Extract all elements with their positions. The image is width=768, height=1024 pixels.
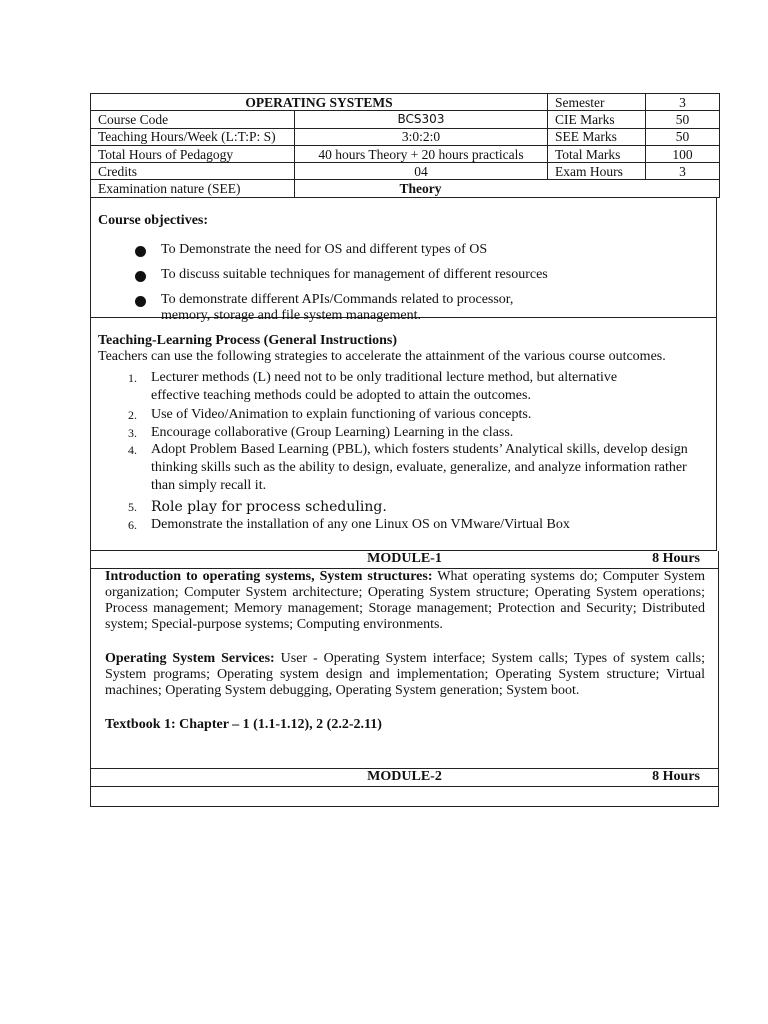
- see-marks-value: 50: [646, 128, 720, 145]
- exam-nature-label: Examination nature (SEE): [91, 180, 295, 197]
- tlp-heading: Teaching-Learning Process (General Instructions): [98, 332, 398, 348]
- module-1-paragraph-1: Introduction to operating systems, System structures: What operating systems do; Computer System organization; Computer System architecture; Operating System structure; Operating System operations; Process management; Memory management; Storage management; Protection and Security; Distributed system; Special-purpose systems; Computing environments.: [105, 568, 705, 633]
- list-item: 1. Lecturer methods (L) need not to be only traditional lecture method, but alternative effective teaching methods could be adopted to attain the outcomes.: [128, 369, 618, 403]
- tlp-intro: Teachers can use the following strategies to accelerate the attainment of the various course outcomes.: [98, 348, 666, 364]
- pedagogy-hours-label: Total Hours of Pedagogy: [91, 145, 295, 162]
- semester-value: 3: [646, 94, 720, 111]
- module-1-hours: 8 Hours: [652, 550, 700, 566]
- bullet-icon: [135, 246, 146, 257]
- see-marks-label: SEE Marks: [548, 128, 646, 145]
- list-item-continuation: memory, storage and file system management.: [161, 307, 421, 323]
- course-title: OPERATING SYSTEMS: [91, 94, 548, 111]
- list-item: 2. Use of Video/Animation to explain functioning of various concepts.: [128, 406, 532, 422]
- bullet-icon: [135, 271, 146, 282]
- list-item: To demonstrate different APIs/Commands related to processor,: [139, 292, 513, 308]
- teaching-hours-label: Teaching Hours/Week (L:T:P: S): [91, 128, 295, 145]
- pedagogy-hours-value: 40 hours Theory + 20 hours practicals: [295, 145, 548, 162]
- objectives-heading: Course objectives:: [98, 212, 209, 228]
- course-info-table: [90, 93, 720, 198]
- exam-hours-value: 3: [646, 163, 720, 180]
- module-1-header: [90, 551, 719, 569]
- module-2-title: MODULE-2: [367, 768, 442, 784]
- module-1-paragraph-2: Operating System Services: User - Operating System interface; System calls; Types of system calls; System programs; Operating system design and implementation; Operating System structure; Virtual machines; Operating System debugging, Operating System generation; System boot.: [105, 650, 705, 699]
- module-2-header: [90, 769, 719, 787]
- list-item: To Demonstrate the need for OS and different types of OS: [139, 242, 487, 258]
- list-item: 6. Demonstrate the installation of any one Linux OS on VMware/Virtual Box: [128, 516, 570, 532]
- list-item: 5. Role play for process scheduling.: [128, 498, 387, 515]
- total-marks-value: 100: [646, 145, 720, 162]
- course-objectives-section: [90, 198, 717, 323]
- cie-marks-value: 50: [646, 111, 720, 128]
- bullet-icon: [135, 296, 146, 307]
- module-1-content: [90, 569, 719, 769]
- module-2-hours: 8 Hours: [652, 768, 700, 784]
- credits-value: 04: [295, 163, 548, 180]
- course-code-value: BCS303: [295, 111, 548, 128]
- module-1-textbook: Textbook 1: Chapter – 1 (1.1-1.12), 2 (2.2-2.11): [105, 716, 382, 732]
- syllabus-document: [90, 93, 718, 807]
- cie-marks-label: CIE Marks: [548, 111, 646, 128]
- teaching-hours-value: 3:0:2:0: [295, 128, 548, 145]
- list-item: 3. Encourage collaborative (Group Learning) Learning in the class.: [128, 424, 514, 440]
- course-code-label: Course Code: [91, 111, 295, 128]
- list-item: To discuss suitable techniques for management of different resources: [139, 267, 548, 283]
- list-item: 4. Adopt Problem Based Learning (PBL), which fosters students’ Analytical skills, develop design thinking skills such as the ability to design, evaluate, generalize, and analyze information rather than simply recall it.: [128, 441, 688, 493]
- module-2-content: [90, 787, 719, 807]
- exam-hours-label: Exam Hours: [548, 163, 646, 180]
- credits-label: Credits: [91, 163, 295, 180]
- teaching-learning-section: [90, 318, 717, 551]
- exam-nature-value: Theory: [295, 180, 720, 197]
- total-marks-label: Total Marks: [548, 145, 646, 162]
- module-1-title: MODULE-1: [367, 550, 442, 566]
- semester-label: Semester: [548, 94, 646, 111]
